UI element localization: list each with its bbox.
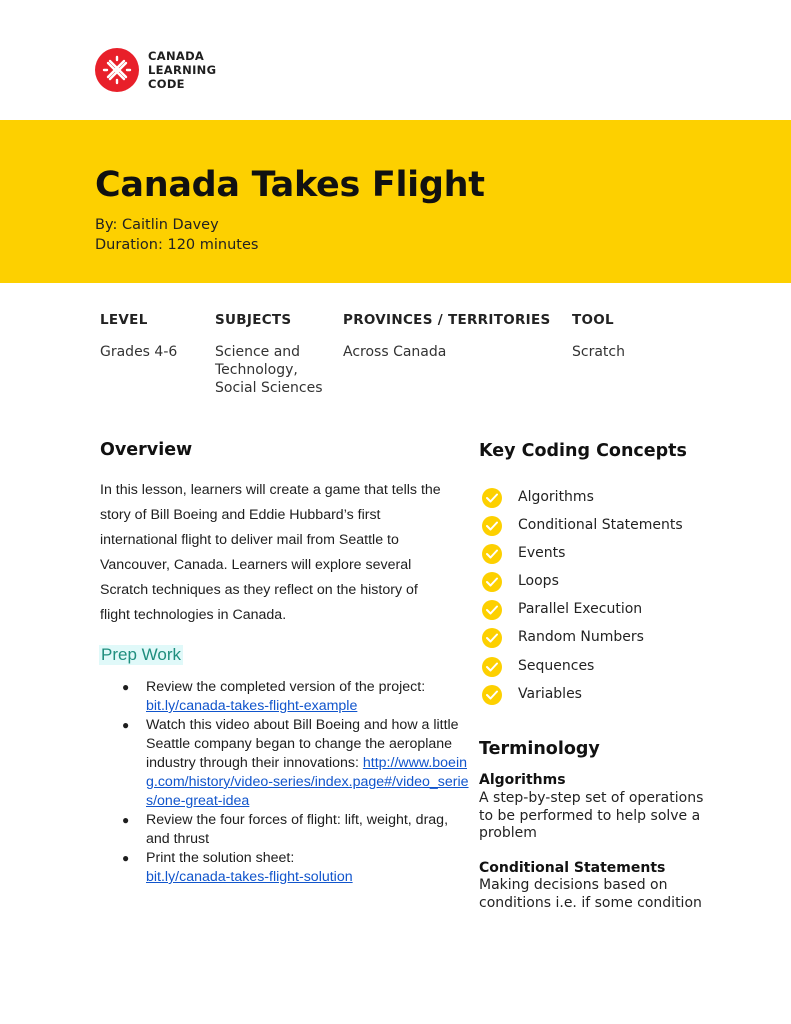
tool-heading: TOOL: [572, 312, 614, 328]
check-circle-icon: [482, 657, 502, 677]
concept-label: Conditional Statements: [518, 517, 683, 533]
bullet-icon: ●: [122, 813, 130, 827]
overview-paragraph: [100, 478, 465, 628]
concept-label: Algorithms: [518, 489, 594, 505]
logo-wordmark: [148, 49, 216, 91]
prep-work-list: [120, 678, 470, 887]
page-title: Canada Takes Flight: [95, 165, 485, 205]
check-circle-icon: [482, 572, 502, 592]
tool-value: Scratch: [572, 344, 625, 360]
subjects-heading: SUBJECTS: [215, 312, 292, 328]
subjects-line: Technology,: [215, 362, 298, 378]
example-project-link[interactable]: bit.ly/canada-takes-flight-example: [146, 698, 358, 714]
subjects-line: Science and: [215, 344, 301, 360]
check-circle-icon: [482, 685, 502, 705]
concept-label: Sequences: [518, 658, 595, 674]
author-text: By: Caitlin Davey: [95, 217, 219, 233]
concept-item: [482, 600, 742, 628]
concept-item: [482, 657, 742, 685]
concept-label: Events: [518, 545, 566, 561]
term-name: Algorithms: [479, 772, 566, 788]
provinces-value: Across Canada: [343, 344, 447, 360]
overview-line: Scratch techniques as they reflect on the history of: [100, 582, 418, 598]
prep-item-text: Watch this video about Bill Boeing and how a little Seattle company began to change the aeroplane industry through their innovations:: [146, 717, 459, 771]
prep-item-text: Review the completed version of the project:: [146, 679, 426, 695]
concept-item: [482, 488, 742, 516]
concept-label: Parallel Execution: [518, 601, 643, 617]
logo-line-1: CANADA: [148, 49, 205, 63]
overview-line: In this lesson, learners will create a game that tells the: [100, 482, 441, 498]
list-item: [120, 811, 470, 849]
overview-heading: Overview: [100, 440, 193, 460]
concept-label: Random Numbers: [518, 629, 644, 645]
concept-label: Loops: [518, 573, 559, 589]
check-circle-icon: [482, 628, 502, 648]
list-item: [120, 716, 470, 811]
term-definition: A step-by-step set of operations to be performed to help solve a problem: [479, 790, 704, 841]
prep-item-text: Print the solution sheet:: [146, 850, 295, 866]
canada-learning-code-logo-icon: [95, 48, 139, 92]
concept-label: Variables: [518, 686, 582, 702]
level-heading: LEVEL: [100, 312, 148, 328]
terminology-heading: Terminology: [479, 739, 600, 759]
overview-line: story of Bill Boeing and Eddie Hubbard’s first: [100, 507, 381, 523]
subjects-value: [215, 343, 323, 397]
level-value: Grades 4-6: [100, 344, 178, 360]
bullet-icon: ●: [122, 851, 130, 865]
check-circle-icon: [482, 600, 502, 620]
list-item: [120, 849, 470, 887]
subjects-line: Social Sciences: [215, 380, 323, 396]
check-circle-icon: [482, 544, 502, 564]
prep-item-text: Review the four forces of flight: lift, weight, drag, and thrust: [146, 812, 449, 847]
logo-line-3: CODE: [148, 77, 185, 91]
provinces-heading: PROVINCES / TERRITORIES: [343, 312, 551, 328]
duration-text: Duration: 120 minutes: [95, 237, 259, 253]
concept-item: [482, 572, 742, 600]
solution-sheet-link[interactable]: bit.ly/canada-takes-flight-solution: [146, 869, 353, 885]
bullet-icon: ●: [122, 718, 130, 732]
key-concepts-heading: Key Coding Concepts: [479, 441, 687, 461]
overview-line: flight technologies in Canada.: [100, 607, 287, 623]
overview-line: Vancouver, Canada. Learners will explore several: [100, 557, 412, 573]
check-circle-icon: [482, 488, 502, 508]
boeing-video-link[interactable]: http://www.boeing.com/history/video-series/index.page#/video_series/one-great-idea: [146, 755, 469, 809]
concept-item: [482, 516, 742, 544]
bullet-icon: ●: [122, 680, 130, 694]
overview-line: international flight to deliver mail from Seattle to: [100, 532, 399, 548]
check-circle-icon: [482, 516, 502, 536]
logo-line-2: LEARNING: [148, 63, 217, 77]
term-name: Conditional Statements: [479, 860, 666, 876]
list-item: [120, 678, 470, 716]
concept-item: [482, 628, 742, 656]
byline: [95, 215, 258, 255]
concept-item: [482, 685, 742, 713]
term-definition: Making decisions based on conditions i.e. if some condition: [479, 877, 702, 911]
prep-work-heading: Prep Work: [101, 645, 181, 664]
concept-item: [482, 544, 742, 572]
